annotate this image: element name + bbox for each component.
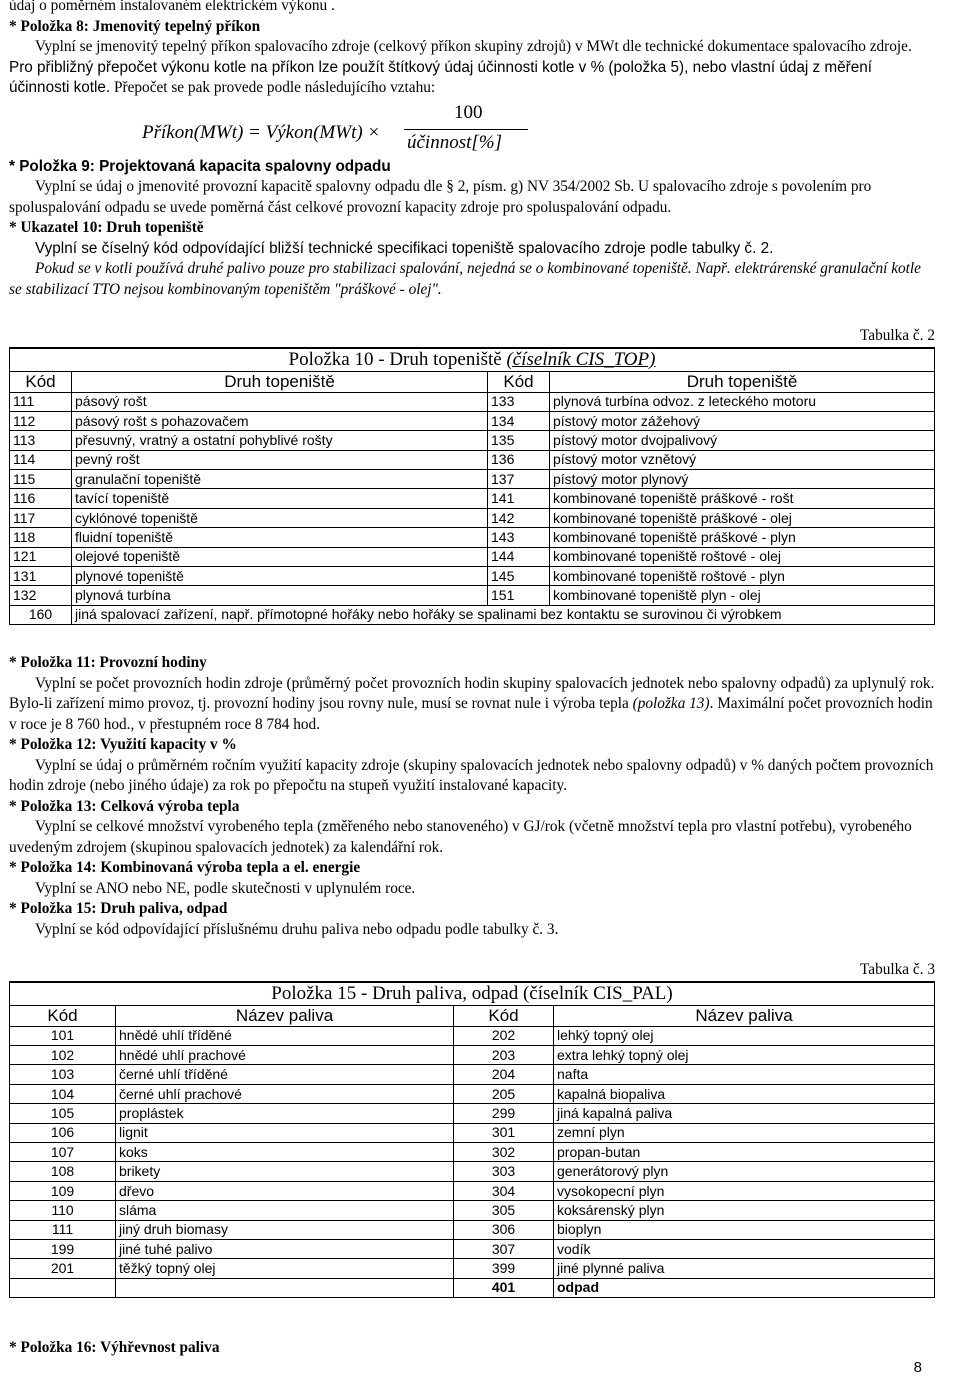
item-11-text: Vyplní se počet provozních hodin zdroje (průměrný počet provozních hodin skupiny spalovacích jednotek nebo spalovny odpadů) za uplynulý rok. Bylo-li zařízení mimo provoz, tj. provozní hodiny jsou rovny nule, musí se rovnat nule i výroba tepla (položka 13). Maximální počet provozních hodin v roce je 8 760 hod., v přestupném roce 8 784 hod. — [9, 674, 935, 733]
fraction-bar — [404, 129, 528, 130]
table-row — [10, 392, 935, 411]
name-cell: kombinované topeniště práškové - plyn — [550, 528, 935, 547]
table-2-body — [10, 392, 935, 605]
code-cell: 114 — [10, 450, 72, 469]
name-cell: bioplyn — [554, 1220, 935, 1239]
name-cell: jiná kapalná paliva — [554, 1104, 935, 1123]
item-8-heading: * Položka 8: Jmenovitý tepelný příkon — [9, 17, 261, 35]
name-cell: pístový motor plynový — [550, 470, 935, 489]
name-cell: kombinované topeniště plyn - olej — [550, 586, 935, 605]
table-2-caption: Položka 10 - Druh topeniště (číselník CIS_TOP) — [10, 348, 935, 372]
name-cell: kombinované topeniště práškové - rošt — [550, 489, 935, 508]
table-3-caption: Položka 15 - Druh paliva, odpad (číselník CIS_PAL) — [10, 982, 935, 1006]
code-cell: 303 — [454, 1162, 554, 1181]
table-row — [10, 1104, 935, 1123]
code-cell: 204 — [454, 1065, 554, 1084]
code-cell: 142 — [488, 508, 550, 527]
code-cell: 151 — [488, 586, 550, 605]
code-cell: 121 — [10, 547, 72, 566]
table-2-label: Tabulka č. 2 — [860, 327, 935, 344]
name-cell: pístový motor vznětový — [550, 450, 935, 469]
table-3-label: Tabulka č. 3 — [860, 961, 935, 979]
table-2-header-row — [10, 371, 935, 392]
name-cell: jiné tuhé palivo — [116, 1239, 454, 1258]
item-10-text: Vyplní se číselný kód odpovídající bližší technické specifikaci topeniště spalovacího zdroje podle tabulky č. 2. — [35, 239, 774, 257]
name-cell: odpad — [554, 1278, 935, 1297]
code-cell: 302 — [454, 1143, 554, 1162]
name-cell: těžký topný olej — [116, 1259, 454, 1278]
table-row — [10, 1065, 935, 1084]
name-cell: generátorový plyn — [554, 1162, 935, 1181]
code-cell: 143 — [488, 528, 550, 547]
item-9-text: Vyplní se údaj o jmenovité provozní kapacitě spalovny odpadu dle § 2, písm. g) NV 354/2002 Sb. U spalovacího zdroje s povolením pro spoluspalování odpadu se uvede poměrná část celkové provozní kapacity zdroje pro spoluspalování odpadu. — [9, 178, 872, 216]
code-cell: 101 — [10, 1026, 116, 1045]
name-cell: extra lehký topný olej — [554, 1046, 935, 1065]
name-cell: přesuvný, vratný a ostatní pohyblivé rošty — [72, 431, 488, 450]
code-cell: 134 — [488, 411, 550, 430]
code-cell: 103 — [10, 1065, 116, 1084]
code-cell: 108 — [10, 1162, 116, 1181]
name-cell: vysokopecní plyn — [554, 1181, 935, 1200]
table-row — [10, 1201, 935, 1220]
column-header: Kód — [10, 1005, 116, 1026]
code-cell: 109 — [10, 1181, 116, 1200]
code-cell: 304 — [454, 1181, 554, 1200]
code-cell: 105 — [10, 1104, 116, 1123]
table-row — [10, 1181, 935, 1200]
name-cell: zemní plyn — [554, 1123, 935, 1142]
name-cell: olejové topeniště — [72, 547, 488, 566]
name-cell: jiný druh biomasy — [116, 1220, 454, 1239]
code-cell: 137 — [488, 470, 550, 489]
table-row — [10, 528, 935, 547]
name-cell: koks — [116, 1143, 454, 1162]
table-row — [10, 1278, 935, 1297]
code-cell: 202 — [454, 1026, 554, 1045]
code-cell: 117 — [10, 508, 72, 527]
item-11-heading: * Položka 11: Provozní hodiny — [9, 654, 207, 672]
item-13-heading: * Položka 13: Celková výroba tepla — [9, 797, 240, 815]
code-cell: 305 — [454, 1201, 554, 1220]
item-15-text: Vyplní se kód odpovídající příslušnému druhu paliva nebo odpadu podle tabulky č. 3. — [35, 920, 559, 938]
code-cell: 205 — [454, 1084, 554, 1103]
code-cell: 203 — [454, 1046, 554, 1065]
table-row — [10, 567, 935, 586]
table-row — [10, 508, 935, 527]
code-cell: 399 — [454, 1259, 554, 1278]
formula-numerator: 100 — [454, 101, 483, 123]
code-cell: 115 — [10, 470, 72, 489]
name-cell: lehký topný olej — [554, 1026, 935, 1045]
name-cell: pásový rošt s pohazovačem — [72, 411, 488, 430]
code-cell: 401 — [454, 1278, 554, 1297]
table-row — [10, 450, 935, 469]
name-cell: kombinované topeniště práškové - olej — [550, 508, 935, 527]
name-cell: granulační topeniště — [72, 470, 488, 489]
item-15-heading: * Položka 15: Druh paliva, odpad — [9, 900, 228, 918]
table-2-furnace-types — [9, 347, 935, 626]
name-cell: tavící topeniště — [72, 489, 488, 508]
code-cell: 102 — [10, 1046, 116, 1065]
name-cell: plynová turbína — [72, 586, 488, 605]
intro-line: údaj o poměrném instalovaném elektrickém výkonu . — [9, 0, 335, 14]
code-cell: 116 — [10, 489, 72, 508]
name-cell: pístový motor dvojpalivový — [550, 431, 935, 450]
code-cell — [10, 1278, 116, 1297]
table-row — [10, 470, 935, 489]
table-row — [10, 1084, 935, 1103]
item-14-text: Vyplní se ANO nebo NE, podle skutečnosti v uplynulém roce. — [35, 879, 416, 897]
table-row — [10, 411, 935, 430]
table-3-fuel-types — [9, 981, 935, 1298]
name-cell: jiná spalovací zařízení, např. přímotopné hořáky nebo hořáky se spalinami bez kontaktu se surovinou či výrobkem — [72, 605, 935, 624]
name-cell: fluidní topeniště — [72, 528, 488, 547]
name-cell: kapalná biopaliva — [554, 1084, 935, 1103]
name-cell: pevný rošt — [72, 450, 488, 469]
column-header: Kód — [10, 371, 72, 392]
name-cell: jiné plynné paliva — [554, 1259, 935, 1278]
name-cell: černé uhlí prachové — [116, 1084, 454, 1103]
table-row — [10, 1026, 935, 1045]
code-cell: 141 — [488, 489, 550, 508]
table-row — [10, 1046, 935, 1065]
code-cell: 107 — [10, 1143, 116, 1162]
table-row — [10, 547, 935, 566]
code-cell: 301 — [454, 1123, 554, 1142]
code-cell: 110 — [10, 1201, 116, 1220]
code-cell: 160 — [10, 605, 72, 624]
code-cell: 104 — [10, 1084, 116, 1103]
item-12-text: Vyplní se údaj o průměrném ročním využití kapacity zdroje (skupiny spalovacích jednotek nebo spalovny odpadů) v % daných počtem provozních hodin zdroje (nebo jiného údaje) za rok po přepočtu na stupeň využití instalované kapacity. — [9, 756, 934, 795]
item-10-heading: * Ukazatel 10: Druh topeniště — [9, 219, 204, 236]
code-cell: 131 — [10, 567, 72, 586]
code-cell: 133 — [488, 392, 550, 411]
formula-lhs: Příkon(MWt) = Výkon(MWt) × — [142, 121, 381, 143]
conversion-formula — [9, 99, 935, 157]
table-row — [10, 605, 935, 624]
table-3-header-row — [10, 1005, 935, 1026]
table-3-body — [10, 1026, 935, 1297]
table-row — [10, 1143, 935, 1162]
name-cell: černé uhlí tříděné — [116, 1065, 454, 1084]
column-header: Kód — [488, 371, 550, 392]
name-cell: plynové topeniště — [72, 567, 488, 586]
code-cell: 199 — [10, 1239, 116, 1258]
code-cell: 144 — [488, 547, 550, 566]
item-9-heading: * Položka 9: Projektovaná kapacita spalovny odpadu — [9, 157, 391, 175]
code-cell: 132 — [10, 586, 72, 605]
document-page — [9, 0, 935, 1359]
code-cell: 106 — [10, 1123, 116, 1142]
item-12-heading: * Položka 12: Využití kapacity v % — [9, 736, 237, 754]
item-13-text: Vyplní se celkové množství vyrobeného tepla (změřeného nebo stanoveného) v GJ/rok (včetně množství tepla pro vlastní potřebu), vyrobeného uvedeným zdrojem (skupinou spalovacích jednotek) za kalendářní rok. — [9, 818, 912, 856]
item-8-text: Vyplní se jmenovitý tepelný příkon spalovacího zdroje (celkový příkon skupiny zdrojů) v MWt dle technické dokumentace spalovacího zdroje. Pro přibližný přepočet výkonu kotle na příkon lze použít štítkový údaj účinnosti kotle v % (položka 5), nebo vlastní údaj z měření účinnosti kotle. Přepočet se pak provede podle následujícího vztahu: — [9, 38, 912, 96]
name-cell: pásový rošt — [72, 392, 488, 411]
code-cell: 145 — [488, 567, 550, 586]
name-cell: propan-butan — [554, 1143, 935, 1162]
name-cell: pístový motor zážehový — [550, 411, 935, 430]
code-cell: 112 — [10, 411, 72, 430]
code-cell: 201 — [10, 1259, 116, 1278]
code-cell: 113 — [10, 431, 72, 450]
name-cell — [116, 1278, 454, 1297]
name-cell: koksárenský plyn — [554, 1201, 935, 1220]
name-cell: hnědé uhlí prachové — [116, 1046, 454, 1065]
code-cell: 135 — [488, 431, 550, 450]
column-header: Kód — [454, 1005, 554, 1026]
table-row — [10, 431, 935, 450]
table-row — [10, 1220, 935, 1239]
table-row — [10, 586, 935, 605]
name-cell: lignit — [116, 1123, 454, 1142]
name-cell: cyklónové topeniště — [72, 508, 488, 527]
name-cell: proplástek — [116, 1104, 454, 1123]
table-row — [10, 489, 935, 508]
name-cell: vodík — [554, 1239, 935, 1258]
table-row — [10, 1162, 935, 1181]
table-row — [10, 1123, 935, 1142]
name-cell: nafta — [554, 1065, 935, 1084]
table-row — [10, 1239, 935, 1258]
code-cell: 111 — [10, 392, 72, 411]
name-cell: kombinované topeniště roštové - plyn — [550, 567, 935, 586]
name-cell: kombinované topeniště roštové - olej — [550, 547, 935, 566]
code-cell: 306 — [454, 1220, 554, 1239]
name-cell: plynová turbína odvoz. z leteckého motoru — [550, 392, 935, 411]
name-cell: brikety — [116, 1162, 454, 1181]
code-cell: 299 — [454, 1104, 554, 1123]
name-cell: sláma — [116, 1201, 454, 1220]
item-14-heading: * Položka 14: Kombinovaná výroba tepla a el. energie — [9, 859, 361, 877]
column-header: Druh topeniště — [550, 371, 935, 392]
item-16-heading: * Položka 16: Výhřevnost paliva — [9, 1339, 220, 1357]
name-cell: hnědé uhlí tříděné — [116, 1026, 454, 1045]
formula-denominator: účinnost[%] — [407, 131, 502, 153]
code-cell: 118 — [10, 528, 72, 547]
column-header: Druh topeniště — [72, 371, 488, 392]
column-header: Název paliva — [116, 1005, 454, 1026]
code-cell: 111 — [10, 1220, 116, 1239]
item-10-note: Pokud se v kotli používá druhé palivo pouze pro stabilizaci spalování, nejedná se o kombinované topeniště. Např. elektrárenské granulační kotle se stabilizací TTO nejsou kombinovaným topeništěm "práškové - olej". — [9, 260, 921, 298]
page-number: 8 — [913, 1359, 922, 1376]
code-cell: 136 — [488, 450, 550, 469]
column-header: Název paliva — [554, 1005, 935, 1026]
code-cell: 307 — [454, 1239, 554, 1258]
table-row — [10, 1259, 935, 1278]
name-cell: dřevo — [116, 1181, 454, 1200]
